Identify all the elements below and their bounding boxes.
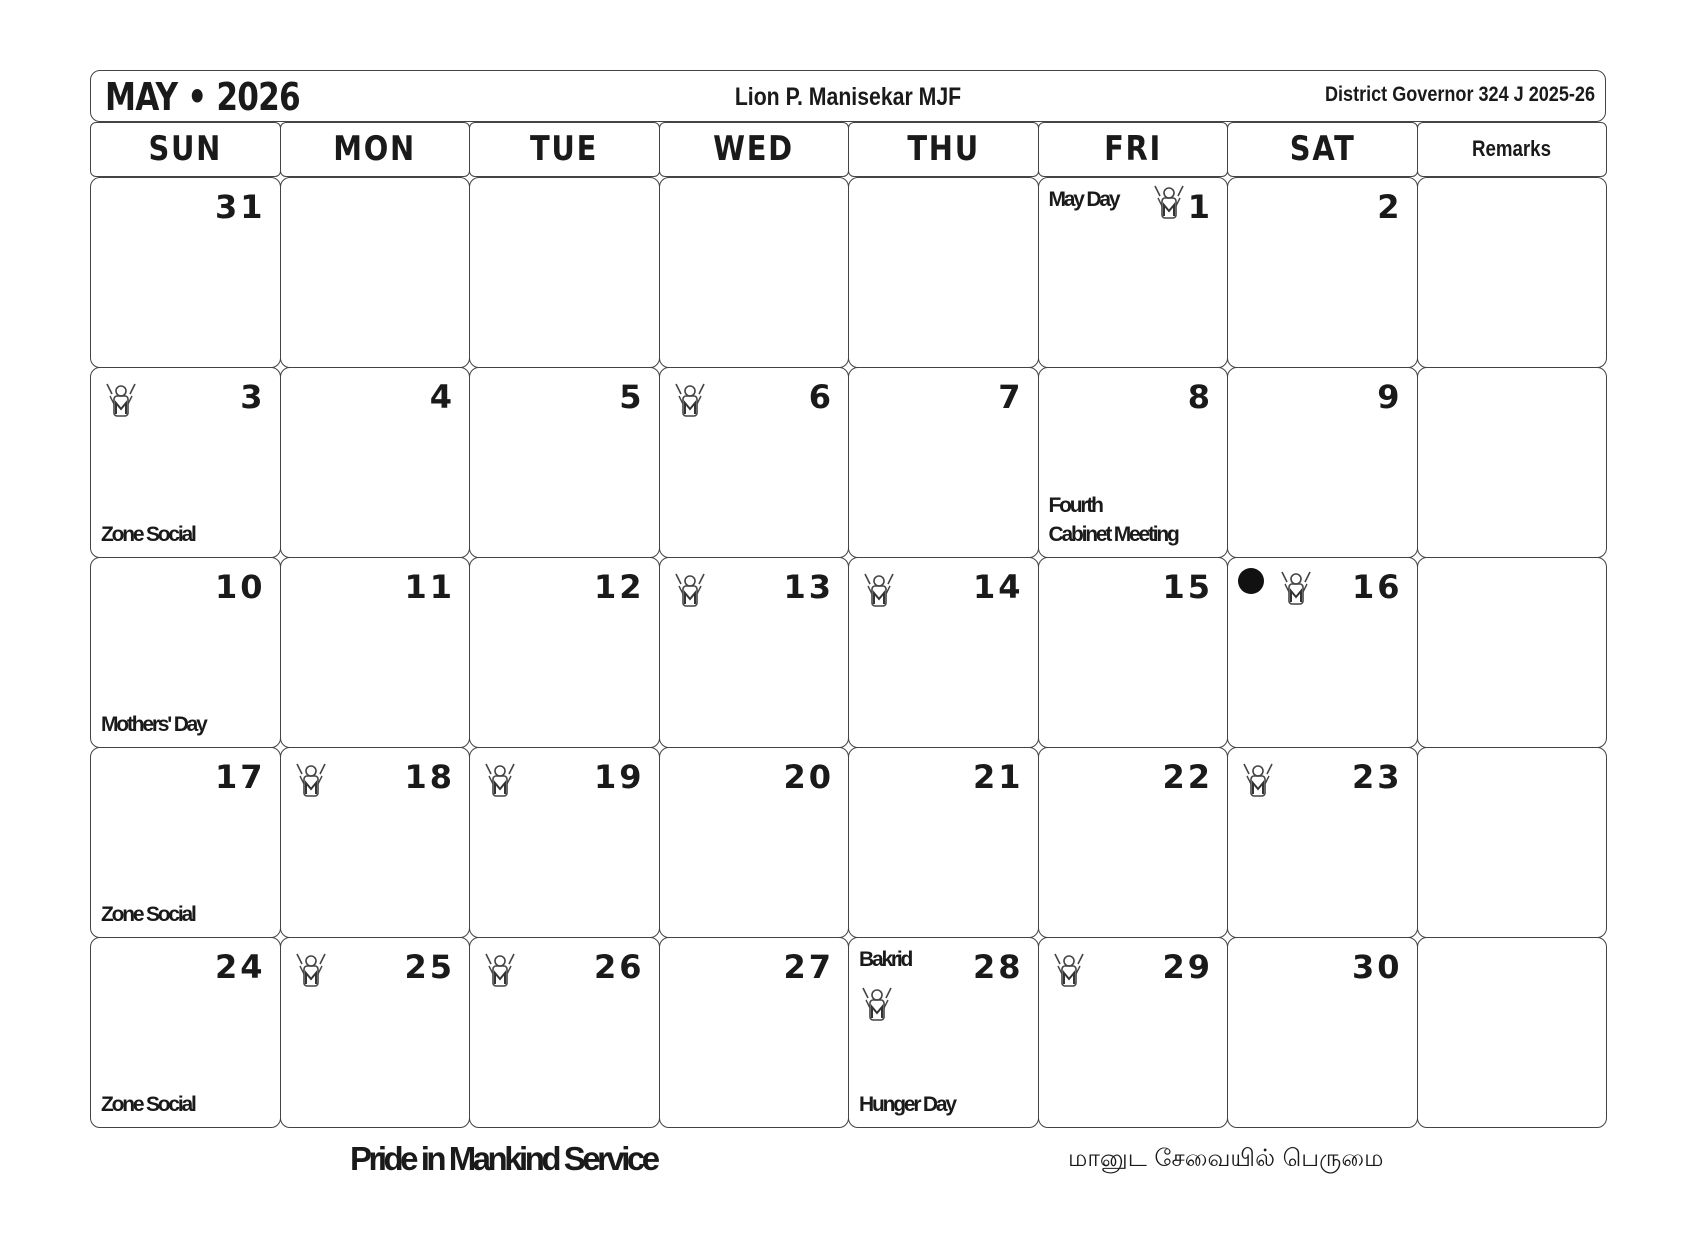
date-number: 1 <box>1187 188 1213 226</box>
weekday-header-sun <box>90 122 281 177</box>
governor-name: Lion P. Manisekar MJF <box>734 83 962 111</box>
day-cell[interactable] <box>659 367 850 558</box>
day-cell[interactable] <box>1227 177 1418 368</box>
date-number: 9 <box>1377 378 1403 416</box>
weekday-header-fri <box>1038 122 1229 177</box>
weekday-label: MON <box>333 129 417 169</box>
weekday-header-sat <box>1227 122 1418 177</box>
date-number: 11 <box>404 568 455 606</box>
remarks-cell[interactable] <box>1417 747 1608 938</box>
date-number: 20 <box>783 758 834 796</box>
lions-emblem-icon <box>1280 570 1312 610</box>
event-label: May Day <box>1048 188 1119 211</box>
lions-emblem-icon <box>105 382 137 422</box>
remarks-label: Remarks <box>1472 136 1552 161</box>
weekday-header-thu <box>848 122 1039 177</box>
district-title: District Governor 324 J 2025-26 <box>1324 83 1595 106</box>
date-number: 17 <box>214 758 266 796</box>
date-number: 13 <box>783 568 834 606</box>
day-cell[interactable] <box>469 937 660 1128</box>
lions-emblem-icon <box>1242 762 1274 802</box>
weekday-label: THU <box>907 129 980 169</box>
day-cell[interactable] <box>90 367 281 558</box>
day-cell[interactable] <box>659 937 850 1128</box>
day-cell[interactable] <box>659 747 850 938</box>
day-cell[interactable] <box>280 367 471 558</box>
weekday-label: FRI <box>1103 129 1162 169</box>
day-cell[interactable] <box>659 177 850 368</box>
lions-emblem-icon <box>295 762 327 802</box>
day-cell[interactable] <box>1227 937 1418 1128</box>
calendar-header <box>90 70 1606 122</box>
date-number: 24 <box>214 948 266 986</box>
date-number: 21 <box>972 758 1024 796</box>
event-label: Hunger Day <box>859 1093 955 1116</box>
day-cell[interactable] <box>469 557 660 748</box>
date-number: 5 <box>619 378 645 416</box>
date-number: 27 <box>783 948 834 986</box>
weekday-header-wed <box>659 122 850 177</box>
lions-emblem-icon <box>1053 952 1085 992</box>
remarks-cell[interactable] <box>1417 177 1608 368</box>
date-number: 7 <box>998 378 1024 416</box>
calendar-frame <box>90 70 1608 1136</box>
lions-emblem-icon <box>484 952 516 992</box>
day-cell[interactable] <box>1038 367 1229 558</box>
weekday-label: SAT <box>1289 129 1356 169</box>
day-cell[interactable] <box>280 557 471 748</box>
date-number: 22 <box>1162 758 1213 796</box>
lions-emblem-icon <box>484 762 516 802</box>
date-number: 23 <box>1351 758 1403 796</box>
day-cell[interactable] <box>90 557 281 748</box>
lions-emblem-icon <box>1153 184 1185 224</box>
day-cell[interactable] <box>469 177 660 368</box>
day-cell[interactable] <box>848 937 1039 1128</box>
lions-emblem-icon <box>674 572 706 612</box>
date-number: 14 <box>972 568 1024 606</box>
date-number: 26 <box>593 948 645 986</box>
day-cell[interactable] <box>1227 747 1418 938</box>
date-number: 10 <box>214 568 266 606</box>
date-number: 12 <box>593 568 645 606</box>
date-number: 28 <box>972 948 1024 986</box>
day-cell[interactable] <box>280 937 471 1128</box>
event-label: Mothers' Day <box>101 713 206 736</box>
date-number: 6 <box>808 378 834 416</box>
date-number: 2 <box>1377 188 1403 226</box>
lions-emblem-icon <box>295 952 327 992</box>
date-number: 15 <box>1162 568 1213 606</box>
date-number: 30 <box>1351 948 1403 986</box>
new-moon-icon <box>1238 568 1264 594</box>
date-number: 31 <box>214 188 266 226</box>
weekday-label: SUN <box>148 129 223 169</box>
date-number: 8 <box>1187 378 1213 416</box>
day-cell[interactable] <box>848 177 1039 368</box>
day-cell[interactable] <box>280 747 471 938</box>
remarks-cell[interactable] <box>1417 937 1608 1128</box>
day-cell[interactable] <box>1227 557 1418 748</box>
lions-emblem-icon <box>861 986 893 1026</box>
motto-english: Pride in Mankind Service <box>350 1140 657 1177</box>
day-cell[interactable] <box>848 367 1039 558</box>
event-label: Zone Social <box>101 903 195 926</box>
weekday-header-mon <box>280 122 471 177</box>
month-title: MAY • 2026 <box>105 75 300 119</box>
lions-emblem-icon <box>863 572 895 612</box>
motto-tamil: மானுட சேவையில் பெருமை <box>1068 1144 1384 1172</box>
day-cell[interactable] <box>90 937 281 1128</box>
date-number: 29 <box>1162 948 1213 986</box>
day-cell[interactable] <box>90 177 281 368</box>
day-cell[interactable] <box>1038 937 1229 1128</box>
date-number: 4 <box>429 378 455 416</box>
day-cell[interactable] <box>469 367 660 558</box>
date-number: 25 <box>404 948 455 986</box>
day-cell[interactable] <box>280 177 471 368</box>
remarks-cell[interactable] <box>1417 367 1608 558</box>
lions-emblem-icon <box>674 382 706 422</box>
date-number: 19 <box>593 758 645 796</box>
day-cell[interactable] <box>1038 177 1229 368</box>
day-cell[interactable] <box>90 747 281 938</box>
day-cell[interactable] <box>848 557 1039 748</box>
weekday-label: TUE <box>530 129 599 169</box>
event-label: Bakrid <box>859 948 912 971</box>
day-cell[interactable] <box>659 557 850 748</box>
weekday-label: WED <box>713 129 795 169</box>
date-number: 16 <box>1351 568 1403 606</box>
day-cell[interactable] <box>469 747 660 938</box>
date-number: 18 <box>404 758 455 796</box>
event-label: Zone Social <box>101 1093 195 1116</box>
remarks-header <box>1417 122 1608 177</box>
remarks-cell[interactable] <box>1417 557 1608 748</box>
event-label: Zone Social <box>101 523 195 546</box>
day-cell[interactable] <box>848 747 1039 938</box>
day-cell[interactable] <box>1038 747 1229 938</box>
day-cell[interactable] <box>1038 557 1229 748</box>
weekday-header-tue <box>469 122 660 177</box>
day-cell[interactable] <box>1227 367 1418 558</box>
event-label: Fourth Cabinet Meeting <box>1048 494 1178 546</box>
date-number: 3 <box>240 378 266 416</box>
